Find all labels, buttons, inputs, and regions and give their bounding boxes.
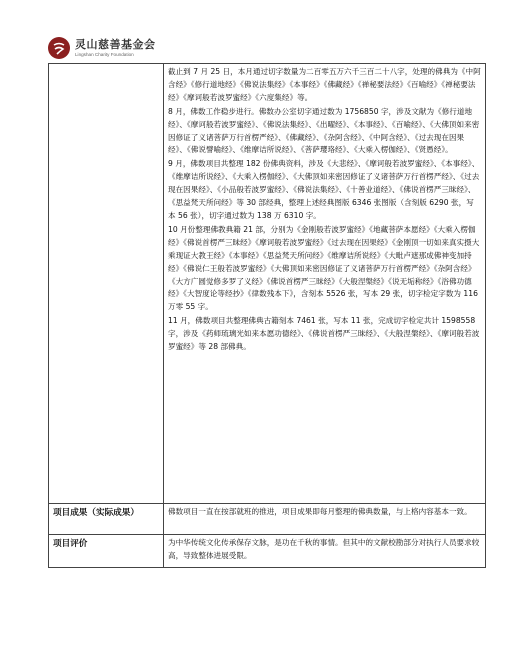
row-content-evaluation <box>164 535 486 568</box>
row-content-results <box>164 504 486 535</box>
page-header <box>48 35 156 61</box>
row-label-results: 项目成果（实际成果） <box>49 504 164 535</box>
logo-name-cn: 灵山慈善基金会 <box>75 38 156 51</box>
logo-text <box>75 38 156 58</box>
paragraph-august: 8 月，佛数工作稳步进行。佛数办公室切字通过数为 1756850 字，涉及文献为《修行道地经》、《摩诃般若波罗蜜经》、《佛说法集经》、《出曜经》、《本事经》、《百喻经》、《大佛顶如来密因修证了义诸菩萨万行首楞严经》、《佛藏经》、《杂阿含经》、《中阿含经》、《过去现在因果经》、《佛说譬喻经》、《维摩诘所说经》、《菩萨璎珞经》、《大乘入楞伽经》、《贤愚经》。 <box>168 106 480 155</box>
row-label <box>49 64 164 504</box>
paragraph-evaluation: 为中华传统文化传承保存文脉，是功在千秋的事情。但其中的文献校勘部分对执行人员要求较高，导致整体进展受限。 <box>168 538 480 560</box>
report-table <box>48 63 486 568</box>
paragraph-july: 截止到 7 月 25 日，本月通过切字数量为二百零五万六千三百二十八字，处理的佛典为《中阿含经》《修行道地经》《佛说法集经》《本事经》《佛藏经》《禅秘要法经》《百喻经》《禅秘要法经》《摩诃般若波罗蜜经》《六度集经》等。 <box>168 67 481 102</box>
paragraph-september: 9 月，佛数项目共整理 182 份佛典资料，涉及《大悲经》、《摩诃般若波罗蜜经》、《本事经》、《维摩诘所说经》、《大乘入楞伽经》、《大佛顶如来密因修证了义诸菩萨万行首楞严经》、《过去现在因果经》、《小品般若波罗蜜经》、《佛说法集经》、《十善业道经》、《佛说首楞严三昧经》、《思益梵天所问经》等 30 部经典，整理上述经典图版 6346 张图版（含刻版 6290 张，写本 56 张），切字通过数为 138 万 6310 字。 <box>168 159 480 220</box>
table-row <box>49 64 486 504</box>
row-label-evaluation: 项目评价 <box>49 535 164 568</box>
paragraph-october: 10 月份整理佛教典籍 21 部，分别为《金刚般若波罗蜜经》《地藏菩萨本愿经》《大乘入楞伽经》《佛说首楞严三昧经》《摩诃般若波罗蜜经》《过去现在因果经》《金刚顶一切如来真实摄大乘现证大教王经》《本事经》《思益梵天所问经》《维摩诘所说经》《大毗卢遮那成佛神变加持经》《佛说仁王般若波罗蜜经》《大佛顶如来密因修证了义诸菩萨万行首楞严经》《杂阿含经》《大方广圆觉修多罗了义经》《佛说首楞严三昧经》《大般涅槃经》《说无垢称经》《浴佛功德经》《大智度论等经抄》《律数残本下》，含刻本 5526 张，写本 29 张，切字检定字数为 116 万零 55 字。 <box>168 224 480 312</box>
paragraph-results: 佛数项目一直在按部就班的推进，项目成果即每月整理的佛典数量，与上格内容基本一致。 <box>168 507 472 516</box>
table-row <box>49 535 486 568</box>
paragraph-november: 11 月，佛数项目共整理佛典古籍刻本 7461 张，写本 11 张，完成切字检定共计 1598558 字，涉及《药师琉璃光如来本愿功德经》、《佛说首楞严三昧经》、《大般涅槃经》、《摩诃般若波罗蜜经》等 28 部佛典。 <box>168 316 480 352</box>
row-content <box>164 64 486 504</box>
table-row <box>49 504 486 535</box>
logo-name-en: Lingshan Charity Foundation <box>75 52 134 57</box>
lingshan-logo-icon <box>48 37 70 59</box>
